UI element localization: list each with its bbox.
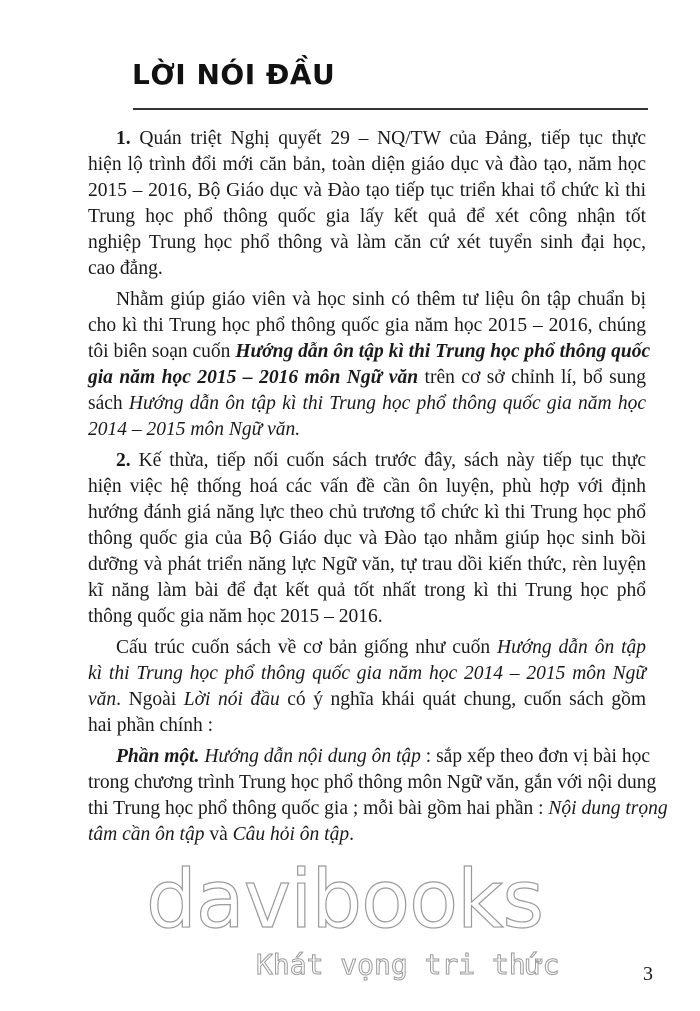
text-line [88, 178, 646, 204]
text-run: Trung học phổ thông quốc gia lấy kết quả để xét công nhận tốt [88, 206, 646, 227]
text-run: cho kì thi Trung học phổ thông quốc gia năm học 2015 – 2016, chúng [88, 315, 646, 336]
text-line [88, 152, 646, 178]
text-run: : sắp xếp theo đơn vị bài học [420, 746, 651, 767]
text-line [88, 256, 646, 282]
text-run: Phần một. [116, 746, 200, 767]
text-line [88, 230, 646, 256]
text-run: thi Trung học phổ thông quốc gia ; mỗi bài gồm hai phần : [88, 798, 549, 819]
text-run: Câu hỏi ôn tập [232, 824, 350, 845]
text-run: hiện việc hệ thống hoá các vấn đề cần ôn luyện, phù hợp với định [88, 476, 646, 497]
text-run: sách [88, 393, 129, 414]
text-line [88, 604, 646, 630]
text-run: trong chương trình Trung học phổ thông môn Ngữ văn, gắn với nội dung [88, 772, 657, 793]
title-divider [133, 108, 648, 110]
text-line [88, 661, 646, 687]
text-run: thông quốc gia năm học 2015 – 2016. [88, 606, 383, 627]
text-run: kĩ năng làm bài để đạt kết quả tốt nhất trong kì thi Trung học phổ [88, 580, 646, 601]
text-run: Hướng dẫn ôn tập kì thi Trung học phổ thông quốc [235, 341, 651, 362]
text-run: có ý nghĩa khái quát chung, cuốn sách gồm [279, 689, 647, 710]
text-run: thông quốc gia của Bộ Giáo dục và Đào tạo nhằm giúp học sinh bồi [88, 528, 646, 549]
text-line [88, 552, 646, 578]
paragraph [88, 126, 646, 282]
text-run: cao đẳng. [88, 258, 163, 279]
text-line [88, 770, 657, 796]
text-line [88, 204, 646, 230]
text-run: trên cơ sở chỉnh lí, bổ sung [418, 367, 646, 388]
text-line [88, 713, 646, 739]
text-run: và [204, 824, 233, 845]
text-line [88, 448, 646, 474]
text-line [88, 687, 646, 713]
text-run: hiện lộ trình đổi mới căn bản, toàn diện giáo dục và đào tạo, năm học [88, 154, 646, 175]
text-run: nghiệp Trung học phổ thông và làm căn cứ xét tuyển sinh đại học, [88, 232, 646, 253]
text-line [88, 417, 646, 443]
text-line [88, 744, 651, 770]
paragraph [88, 744, 668, 848]
text-run: 2014 – 2015 môn Ngữ văn. [88, 419, 301, 440]
text-run: Kế thừa, tiếp nối cuốn sách trước đây, sách này tiếp tục thực [130, 450, 646, 471]
text-line [88, 391, 646, 417]
text-run: dưỡng và phát triển năng lực Ngữ văn, tự trau dồi kiến thức, rèn luyện [88, 554, 646, 575]
document-body [88, 126, 668, 853]
paragraph [88, 635, 646, 739]
text-run: Hướng dẫn nội dung ôn tập [199, 746, 421, 767]
text-run: tôi biên soạn cuốn [88, 341, 236, 362]
text-run: gia năm học 2015 – 2016 môn Ngữ văn [88, 367, 419, 388]
text-run: Lời nói đầu [183, 689, 280, 710]
text-run: 1. [116, 128, 131, 149]
text-run: hai phần chính : [88, 715, 214, 736]
text-run: Nhằm giúp giáo viên và học sinh có thêm tư liệu ôn tập chuẩn bị [116, 289, 646, 310]
text-line [88, 339, 651, 365]
page-title: LỜI NÓI ĐẦU [132, 58, 336, 91]
text-run: Nội dung trọng [548, 798, 668, 819]
text-line [88, 126, 646, 152]
paragraph [88, 287, 651, 443]
text-line [88, 822, 646, 848]
text-run: kì thi Trung học phổ thông quốc gia năm học 2014 – 2015 môn Ngữ [88, 663, 646, 684]
text-line [88, 365, 646, 391]
text-run: . Ngoài [116, 689, 184, 710]
page-number: 3 [643, 963, 653, 985]
text-line [88, 287, 646, 313]
text-run: Quán triệt Nghị quyết 29 – NQ/TW của Đảng, tiếp tục thực [130, 128, 646, 149]
text-run: Hướng dẫn ôn tập kì thi Trung học phổ thông quốc gia năm học [128, 393, 646, 414]
text-run: hướng đánh giá năng lực theo chủ trương tổ chức kì thi Trung học phổ [88, 502, 646, 523]
watermark-slogan: Khát vọng tri thức [256, 948, 560, 981]
text-line [88, 578, 646, 604]
text-line [88, 474, 646, 500]
text-run: văn [88, 689, 117, 710]
text-run: Hướng dẫn ôn tập [497, 637, 646, 658]
text-line [88, 313, 646, 339]
text-run: 2015 – 2016, Bộ Giáo dục và Đào tạo tiếp tục triển khai tổ chức kì thi [88, 180, 646, 201]
text-run: Cấu trúc cuốn sách về cơ bản giống như cuốn [116, 637, 498, 658]
text-run: . [349, 824, 354, 845]
watermark-brand: davibooks [146, 853, 544, 946]
text-run: 2. [116, 450, 131, 471]
text-line [88, 526, 646, 552]
text-run: tâm cần ôn tập [88, 824, 205, 845]
text-line [88, 635, 646, 661]
text-line [88, 796, 668, 822]
text-line [88, 500, 646, 526]
paragraph [88, 448, 646, 630]
